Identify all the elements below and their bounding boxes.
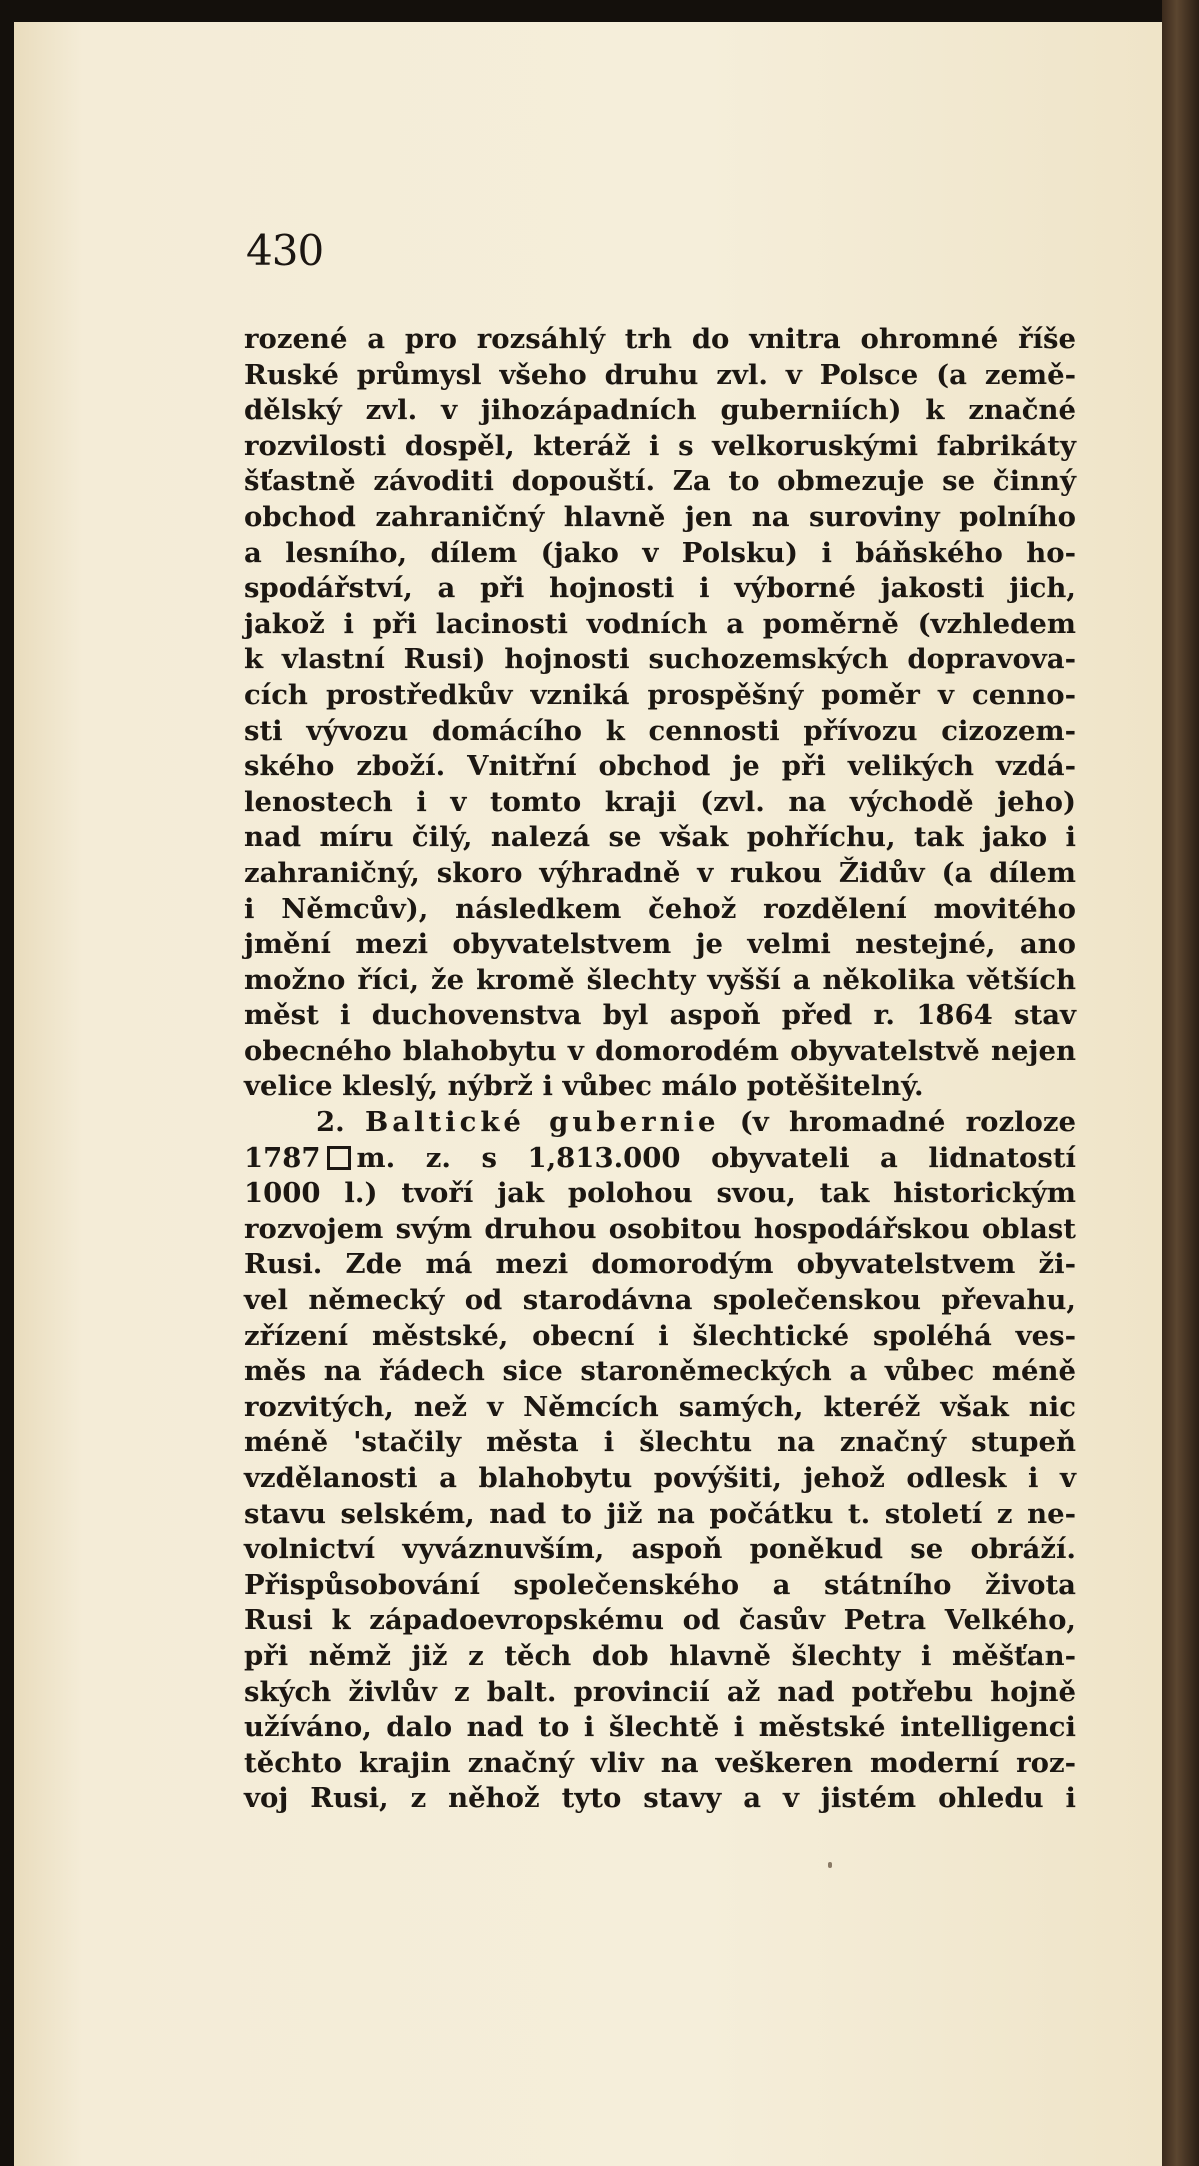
text-line: ského zboží. Vnitřní obchod je při velikých vzdá- [244, 750, 1076, 783]
text-line: Ruské průmysl všeho druhu zvl. v Polsce (a země- [244, 358, 1076, 391]
text-line: nad míru čilý, nalezá se však pohříchu, tak jako i [244, 821, 1076, 854]
text-line: spodářství, a při hojnosti i výborné jakosti jich, [244, 572, 1076, 605]
text-line: zahraničný, skoro výhradně v rukou Židův (a dílem [244, 856, 1076, 889]
text-line: obecného blahobytu v domorodém obyvatelstvě nejen [244, 1034, 1076, 1067]
text-line: těchto krajin značný vliv na veškeren moderní roz- [244, 1746, 1076, 1779]
text-line: dělský zvl. v jihozápadních guberniích) k značné [244, 394, 1076, 427]
section-heading-line [244, 1105, 1076, 1141]
page-number: 430 [246, 226, 324, 275]
text-line: k vlastní Rusi) hojnosti suchozemských dopravova- [244, 643, 1076, 676]
text-line: vel německý od starodávna společenskou převahu, [244, 1284, 1076, 1317]
text-line: obchod zahraničný hlavně jen na suroviny polního [244, 500, 1076, 533]
section-heading-rest: (v hromadné rozloze [739, 1106, 1077, 1139]
text-line: měs na řádech sice staroněmeckých a vůbec méně [244, 1355, 1076, 1388]
text-line: volnictví vyváznuvším, aspoň poněkud se obráží. [244, 1533, 1076, 1566]
text-line: rozvojem svým druhou osobitou hospodářskou oblast [244, 1212, 1076, 1245]
text-line: Rusi. Zde má mezi domorodým obyvatelstvem ži- [244, 1248, 1076, 1281]
text-line: jakož i při lacinosti vodních a poměrně (vzhledem [244, 607, 1076, 640]
text-line: a lesního, dílem (jako v Polsku) i báňského ho- [244, 536, 1076, 569]
page-binding-edge [1162, 0, 1199, 2166]
text-line: velice kleslý, nýbrž i vůbec málo potěšitelný. [244, 1070, 924, 1103]
text-line: i Němcův), následkem čehož rozdělení movitého [244, 892, 1076, 925]
text-line: méně 'stačily města i šlechtu na značný stupeň [244, 1426, 1076, 1459]
text-line: ských živlův z balt. provincií až nad potřebu hojně [244, 1675, 1076, 1708]
text-line: stavu selském, nad to již na počátku t. století z ne- [244, 1497, 1076, 1530]
square-unit-icon [327, 1146, 351, 1170]
text-line: jmění mezi obyvatelstvem je velmi nestejné, ano [244, 928, 1076, 961]
section-number: 2. [316, 1106, 345, 1139]
section-title: Baltické gubernie [364, 1106, 720, 1139]
text-line: měst i duchovenstva byl aspoň před r. 1864 stav [244, 999, 1076, 1032]
text-line: zřízení městské, obecní i šlechtické spoléhá ves- [244, 1319, 1076, 1352]
text-line: možno říci, že kromě šlechty vyšší a několika větších [244, 963, 1076, 996]
paper-speck [828, 1862, 832, 1868]
text-line: rozvilosti dospěl, kteráž i s velkoruskými fabrikáty [244, 429, 1076, 462]
text-line: 1000 l.) tvoří jak polohou svou, tak historickým [244, 1177, 1076, 1210]
text-line: při němž již z těch dob hlavně šlechty i měšťan- [244, 1639, 1076, 1672]
text-line: rozené a pro rozsáhlý trh do vnitra ohromné říše [244, 323, 1076, 355]
text-line: sti vývozu domácího k cennosti přívozu cizozem- [244, 714, 1076, 747]
text-line: voj Rusi, z něhož tyto stavy a v jistém ohledu i [244, 1782, 1076, 1815]
text-line: užíváno, dalo nad to i šlechtě i městské intelligenci [244, 1711, 1076, 1744]
area-line-rest: m. z. s 1,813.000 obyvateli a lidnatostí [356, 1141, 1076, 1174]
area-value: 1787 [244, 1141, 321, 1174]
text-line: cích prostředkův vzniká prospěšný poměr v cenno- [244, 678, 1076, 711]
text-line: lenostech i v tomto kraji (zvl. na východě jeho) [244, 785, 1076, 818]
text-line: rozvitých, než v Němcích samých, kteréž však nic [244, 1390, 1076, 1423]
area-line [244, 1141, 1076, 1177]
text-line: šťastně závoditi dopouští. Za to obmezuje se činný [244, 465, 1076, 498]
text-line: Přispůsobování společenského a státního života [244, 1568, 1076, 1601]
body-text [244, 322, 1076, 1817]
text-line: Rusi k západoevropskému od časův Petra Velkého, [244, 1604, 1076, 1637]
text-line: vzdělanosti a blahobytu povýšiti, jehož odlesk i v [244, 1462, 1076, 1494]
